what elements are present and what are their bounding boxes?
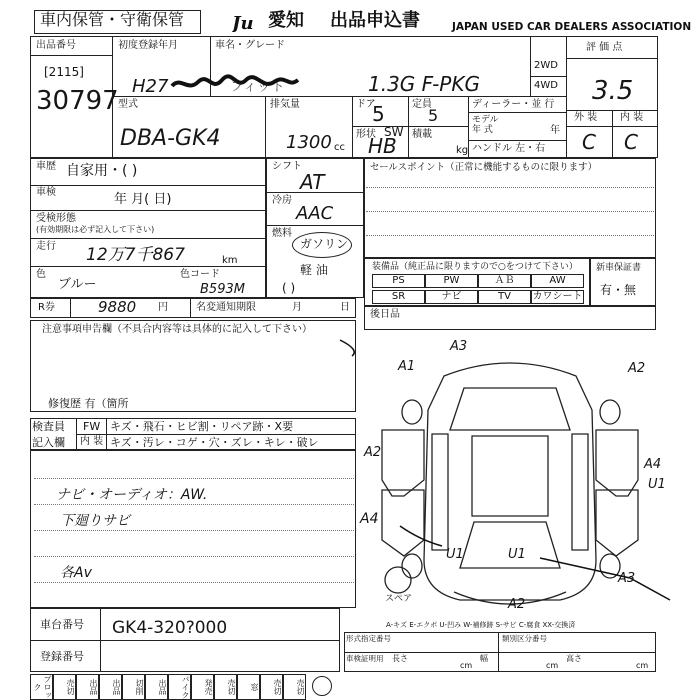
kg-label: kg [456, 145, 469, 156]
interior-label: 内 装 [620, 112, 644, 123]
car-name-value: フィット [230, 79, 285, 95]
diagram-mark-a2-rear: A2 [508, 597, 526, 612]
interior-value: C [624, 130, 638, 154]
day-label: 日 [340, 302, 350, 313]
name-change-label: 名変通知期限 [196, 302, 256, 313]
price-row [30, 298, 356, 318]
dealer-label: ディーラー・並 行 [472, 99, 555, 110]
shift-value: AT [300, 170, 325, 194]
sales-point-label: セールスポイント（正常に機能するものに限ります） [370, 162, 598, 173]
doors-value: 5 [372, 102, 385, 126]
bottom-stamp-box: ブロック [30, 674, 53, 700]
color-code-value: B593M [200, 282, 245, 297]
mileage-label: 走行 [36, 241, 56, 252]
diagram-mark-u1-low-2: U1 [508, 547, 526, 562]
diagram-mark-a3-rear: A3 [618, 571, 636, 586]
width-unit: cm [546, 661, 559, 670]
diagram-mark-a1-left: A1 [398, 359, 416, 374]
handle-label: ハンドル 左・右 [472, 143, 546, 154]
bottom-stamp-box: バイク [168, 674, 191, 700]
stamp-circle [312, 676, 332, 696]
shape-label: 形状 [356, 129, 376, 140]
bottom-stamp-box: 窓 [237, 674, 260, 700]
association-name: JAPAN USED CAR DEALERS ASSOCIATION [452, 21, 692, 33]
bottom-stamp-box: 出品 [76, 674, 99, 700]
history-label: 車歴 [36, 161, 56, 172]
bottom-stamp-box: 売切 [214, 674, 237, 700]
drive-4wd: 4WD [534, 80, 558, 91]
length-label: 長さ [392, 654, 408, 663]
equipment-item[interactable]: ナビ [425, 290, 478, 304]
diagram-mark-a3-top: A3 [450, 339, 468, 354]
color-code-label: 色コード [180, 269, 220, 280]
ac-label: 冷房 [272, 195, 292, 206]
remarks-line-1: ナビ・オーディオ：AW. [56, 487, 208, 503]
warranty-value: 有・無 [600, 283, 637, 297]
inspector-label: 検査員 [32, 420, 65, 433]
shift-label: シフト [272, 161, 302, 172]
shape-value: HB [368, 134, 397, 158]
score-value: 3.5 [592, 76, 634, 106]
bottom-stamp-box: 切削 [122, 674, 145, 700]
diagram-mark-a4-right: A4 [644, 457, 662, 472]
equipment-label: 装備品（純正品に限りますので○をつけて下さい） [372, 262, 578, 272]
lot-small-number: [2115] [44, 65, 84, 79]
receipt-label: 受検形態 [36, 213, 76, 224]
diagram-mark-a4-left: A4 [360, 511, 379, 527]
doors-label: ドア [356, 99, 376, 110]
diagram-mark-a2-right: A2 [628, 361, 646, 376]
storage-label: 車内保管・守衛保管 [40, 10, 185, 29]
month-label: 月 [292, 302, 302, 313]
model-label: 型式 [118, 99, 138, 110]
lot-number: 30797 [36, 86, 119, 116]
chassis-no-value: GK4-320?000 [112, 618, 228, 638]
equipment-item[interactable]: TV [478, 290, 531, 304]
diagram-mark-a2-left: A2 [364, 445, 382, 460]
model-year-label: モデル [472, 115, 499, 125]
damage-legend: A-キズ E-エクボ U-凹み W-補修跡 S-サビ C-腐食 XX-交換済 [386, 621, 576, 629]
warranty-label: 新車保証書 [596, 263, 642, 273]
r-price-label: R券 [38, 302, 55, 313]
ac-value: AAC [296, 203, 334, 224]
chassis-no-label: 車台番号 [40, 618, 84, 631]
history-value: 自家用・( ) [66, 163, 138, 179]
form-title: 出品申込書 [330, 10, 420, 31]
car-name-label: 車名・グレード [215, 40, 285, 51]
bottom-stamp-box: 出品 [145, 674, 168, 700]
fuel-paren: ( ) [282, 281, 296, 295]
color-label: 色 [36, 269, 46, 280]
exterior-value: C [582, 130, 596, 154]
width-label: 幅 [480, 654, 488, 663]
after-item-label: 後日品 [370, 309, 400, 320]
spare-label: スペア [385, 594, 413, 604]
shape-sw-value: SW [384, 125, 404, 139]
sales-point-box [364, 158, 656, 258]
reg-no-label: 登録番号 [40, 650, 84, 663]
equipment-item[interactable]: ＡＢ [478, 274, 531, 288]
type-no-label: 形式指定番号 [346, 634, 391, 643]
brand-name: 愛知 [268, 10, 304, 31]
equipment-item[interactable]: SR [372, 290, 425, 304]
diagram-mark-u1-right: U1 [648, 477, 666, 492]
bottom-stamp-box: 売切 [53, 674, 76, 700]
grade-text-value: 1.3G F-PKG [368, 72, 480, 96]
remarks-line-3: 各Av [60, 565, 92, 581]
r-price-value: 9880 [98, 298, 137, 316]
fuel-option: 軽 油 [300, 263, 328, 277]
fuel-value: ガソリン [300, 237, 349, 251]
year-suffix: 年 [550, 125, 560, 136]
inspection-value: 年 月( 日) [114, 192, 172, 207]
grade-label: 評 価 点 [586, 42, 623, 53]
displacement-label: 排気量 [270, 99, 300, 110]
first-reg-value: H27 [132, 76, 169, 97]
repair-label: 修復歴 有（箇所 [48, 397, 129, 410]
length-unit: cm [460, 661, 473, 670]
fw-label: FW [83, 420, 101, 433]
model-value: DBA-GK4 [120, 126, 221, 151]
yen-label: 円 [158, 302, 168, 313]
remarks-box [30, 450, 356, 608]
fuel-label: 燃料 [272, 228, 292, 239]
km-label: km [222, 255, 238, 266]
equipment-grid [372, 274, 586, 304]
diagram-mark-u1-low-1: U1 [446, 547, 464, 562]
bottom-stamp-strip [30, 674, 330, 700]
bottom-stamp-box: 発売 [191, 674, 214, 700]
inspection-label: 車検 [36, 187, 56, 198]
height-unit: cm [636, 661, 649, 670]
svg-text:Ju: Ju [232, 13, 254, 32]
fw-items: キズ・飛石・ヒビ割・リペア跡・X要 [110, 420, 294, 433]
lot-no-label: 出品番号 [36, 40, 76, 51]
cert-label: 車検証明用 [346, 654, 384, 663]
notes-label: 注意事項申告欄（不具合内容等は具体的に記入して下さい） [42, 324, 312, 335]
capacity-label: 定員 [412, 99, 432, 110]
first-reg-label: 初度登録年月 [118, 40, 178, 51]
displacement-value: 1300 [286, 132, 332, 153]
bottom-stamp-box: 出品 [99, 674, 122, 700]
exterior-label: 外 装 [574, 112, 598, 123]
remarks-line-2: 下廻りサビ [60, 513, 130, 529]
brand-logo [232, 12, 268, 32]
mileage-value: 12万7千867 [86, 245, 185, 265]
color-value: ブルー [58, 277, 97, 292]
cat-no-label: 類別区分番号 [502, 634, 547, 643]
bottom-stamp-box: 売切 [260, 674, 283, 700]
model-year-label-2: 年 式 [472, 125, 493, 135]
height-label: 高さ [566, 654, 582, 663]
drive-2wd: 2WD [534, 60, 558, 71]
inspector-label-2: 記入欄 [32, 436, 65, 449]
bottom-stamp-box: 売切 [283, 674, 306, 700]
equipment-item[interactable]: PS [372, 274, 425, 288]
load-label: 積載 [412, 129, 432, 140]
equipment-item[interactable]: カワシート [532, 291, 583, 302]
interior-check-label: 内 装 [80, 436, 104, 447]
cc-label: cc [334, 142, 345, 153]
equipment-item[interactable]: AW [531, 274, 584, 288]
capacity-value: 5 [428, 106, 439, 125]
diagram-arrows [330, 330, 700, 630]
equipment-item[interactable]: PW [425, 274, 478, 288]
receipt-note: (有効期限は必ず記入して下さい) [36, 225, 155, 234]
after-item-box [364, 306, 656, 330]
interior-items: キズ・汚レ・コゲ・穴・ズレ・キレ・破レ [110, 436, 319, 449]
